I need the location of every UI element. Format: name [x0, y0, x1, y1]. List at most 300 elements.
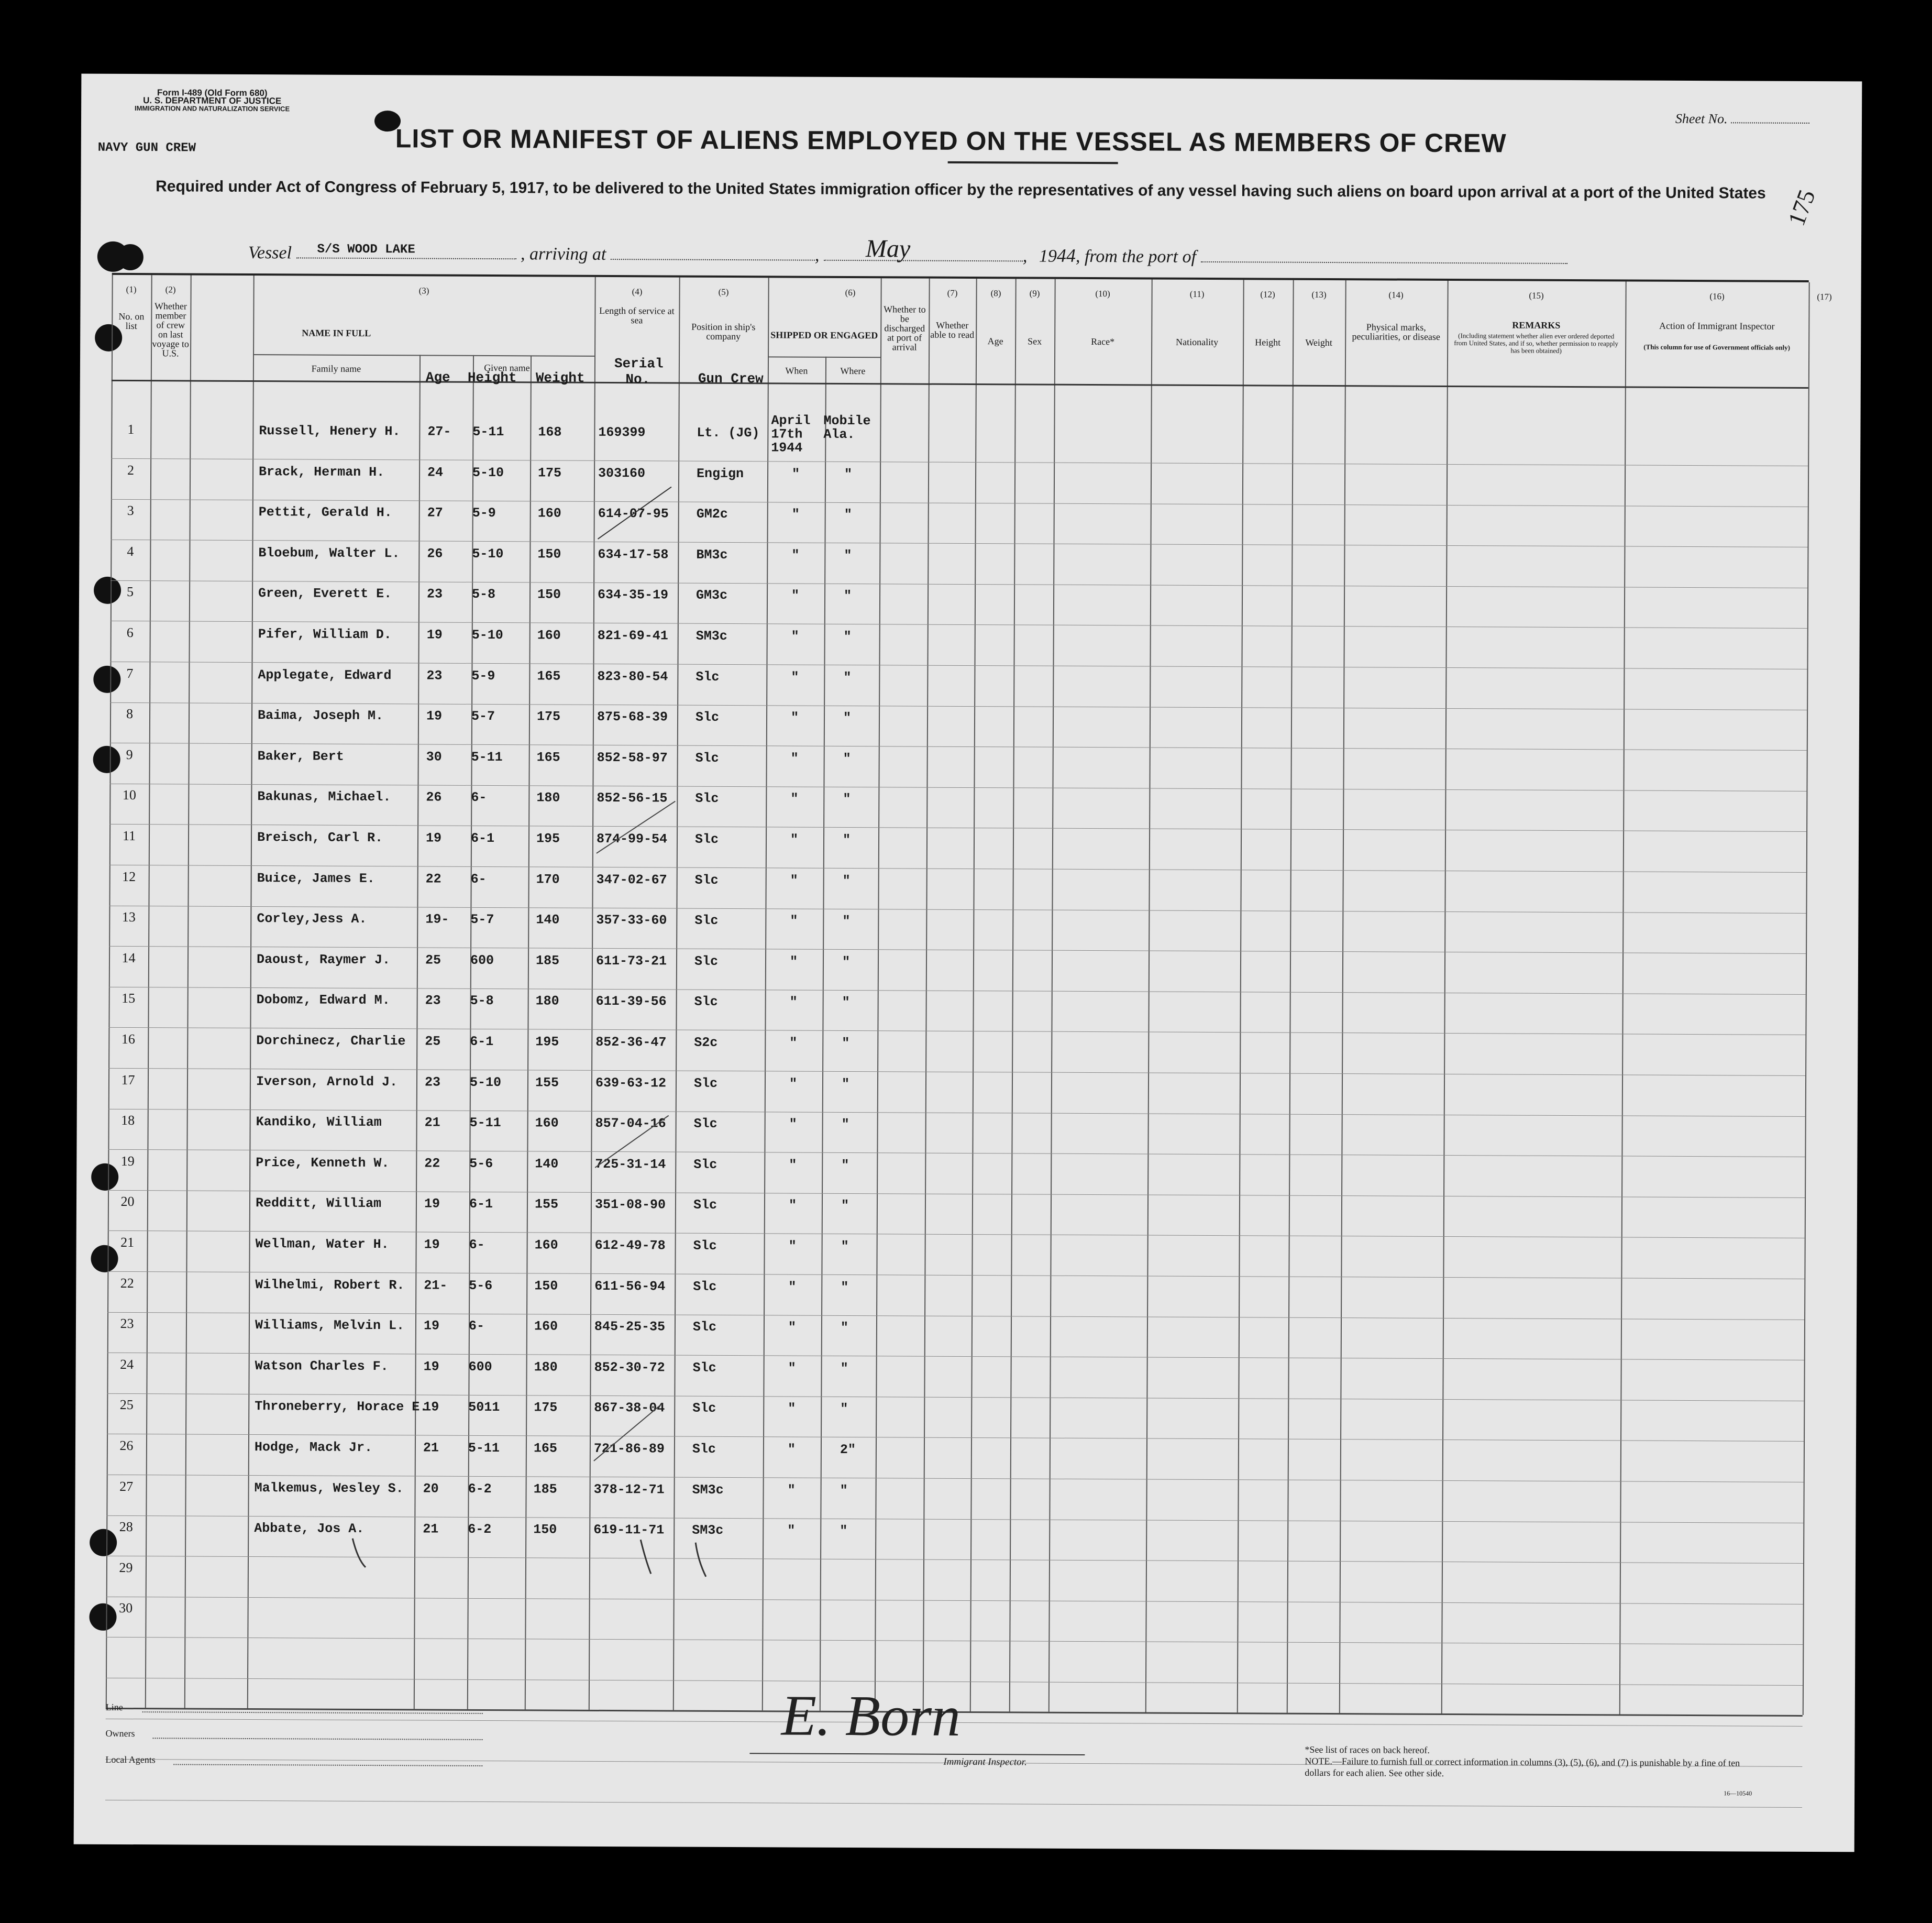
col-head-able-read: Whether able to read [930, 320, 975, 340]
crew-position: Slc [692, 1360, 716, 1376]
col-num-14: (14) [1388, 290, 1404, 300]
year-suffix: 44 [1056, 245, 1076, 266]
typed-head-gun-crew: Gun Crew [698, 370, 764, 387]
crew-shipped-where: " [840, 1482, 848, 1498]
sheet-no-label: Sheet No. [1675, 111, 1728, 127]
crew-serial: 852-56-15 [597, 790, 668, 806]
crew-shipped-when: " [788, 1401, 796, 1416]
crew-shipped-where: " [843, 792, 851, 807]
crew-name: Price, Kenneth W. [256, 1155, 390, 1171]
row-number: 27 [119, 1478, 134, 1494]
row-number: 13 [122, 909, 136, 925]
row-number: 22 [120, 1275, 134, 1291]
page-subtitle: Required under Act of Congress of February 5, 1917, to be delivered to the United States immigration officer by the representatives of any vessel having such aliens on board upon arrival at a port of the United States [156, 178, 1766, 202]
crew-weight: 160 [534, 1237, 558, 1253]
crew-name: Baima, Joseph M. [257, 708, 384, 724]
crew-serial: 852-58-97 [597, 750, 668, 766]
col-num-9: (9) [1029, 288, 1040, 299]
crew-weight: 155 [534, 1196, 559, 1212]
crew-age: 24 [427, 465, 444, 480]
crew-weight: 160 [534, 1318, 558, 1334]
crew-height: 6- [468, 1318, 485, 1334]
crew-height: 5-9 [471, 668, 495, 684]
crew-age: 19 [424, 1237, 440, 1252]
crew-height: 6- [469, 1237, 485, 1252]
vessel-line: Vessel S/S WOOD LAKE , arriving at , May , 1944, from the port of [128, 240, 1788, 270]
service-name: IMMIGRATION AND NATURALIZATION SERVICE [135, 104, 290, 113]
col-head-family-name: Family name [311, 363, 361, 374]
crew-height: 5-6 [469, 1278, 493, 1293]
crew-name: Malkemus, Wesley S. [254, 1480, 404, 1496]
col-head-given-name: Given name [484, 362, 530, 373]
crew-shipped-where: " [840, 1523, 848, 1539]
crew-position: Slc [692, 1319, 717, 1335]
inspector-label: Immigrant Inspector. [943, 1756, 1027, 1768]
crew-serial: 857-04-16 [595, 1116, 666, 1131]
crew-height: 5-7 [470, 912, 494, 928]
crew-name: Pettit, Gerald H. [258, 504, 392, 521]
col-num-8: (8) [990, 288, 1001, 299]
crew-age: 23 [426, 586, 443, 602]
col-num-13: (13) [1311, 289, 1327, 300]
race-note: *See list of races on back hereof. [1305, 1744, 1430, 1755]
col-head-position: Position in ship's company [691, 321, 756, 342]
form-number-block [123, 89, 301, 113]
crew-serial: 721-86-89 [593, 1441, 665, 1457]
crew-age: 30 [426, 749, 442, 765]
crew-name: Russell, Henery H. [259, 423, 401, 439]
col-head-action-note: (This column for use of Government officials only) [1643, 343, 1790, 351]
col-head-race: Race* [1091, 336, 1115, 347]
col-head-remarks: REMARKS [1512, 320, 1561, 331]
row-number: 18 [121, 1113, 135, 1128]
owners-label: Owners [105, 1728, 135, 1739]
crew-shipped-where: " [842, 914, 851, 929]
crew-shipped-when: " [790, 913, 798, 929]
col-num-4: (4) [632, 287, 643, 297]
col-num-11: (11) [1189, 289, 1205, 299]
crew-weight: 185 [535, 953, 560, 969]
col-head-where: Where [840, 365, 866, 377]
row-number: 1 [127, 421, 135, 437]
crew-age: 25 [425, 1034, 441, 1049]
crew-height: 5-8 [470, 993, 494, 1009]
row-number: 29 [119, 1559, 133, 1575]
arrival-month-field [824, 235, 1023, 263]
crew-shipped-where: " [840, 1320, 849, 1336]
crew-name: Watson Charles F. [255, 1358, 389, 1374]
crew-shipped-when: " [791, 669, 799, 685]
crew-name: Throneberry, Horace E. [255, 1399, 428, 1415]
crew-age: 19 [425, 830, 442, 846]
crew-shipped-when: " [787, 1523, 796, 1539]
crew-weight: 175 [538, 465, 562, 481]
crew-weight: 160 [537, 506, 561, 521]
crew-shipped-where: " [843, 629, 852, 645]
crew-shipped-where: " [842, 954, 851, 970]
crew-age: 23 [425, 993, 441, 1009]
crew-position: GM3c [695, 588, 728, 603]
crew-serial: 852-30-72 [594, 1359, 665, 1376]
col-head-nationality: Nationality [1176, 336, 1219, 348]
col-head-when: When [785, 365, 808, 376]
crew-height: 5-8 [471, 587, 496, 602]
row-number: 21 [120, 1234, 135, 1250]
crew-name: Bakunas, Michael. [257, 789, 391, 805]
crew-serial: 874-99-54 [596, 831, 668, 847]
crew-serial: 611-73-21 [595, 953, 667, 969]
crew-weight: 175 [534, 1400, 558, 1415]
crew-name: Wellman, Water H. [255, 1236, 389, 1252]
crew-height: 5-6 [469, 1156, 493, 1171]
crew-serial: 614-07-95 [598, 506, 669, 522]
crew-height: 6- [471, 790, 487, 806]
crew-name: Baker, Bert [257, 748, 344, 764]
col-num-2: (2) [165, 284, 176, 295]
crew-name: Corley,Jess A. [257, 911, 367, 927]
crew-name: Wilhelmi, Robert R. [255, 1277, 405, 1293]
crew-position: Slc [693, 1279, 717, 1294]
crew-name: Daoust, Raymer J. [256, 951, 391, 968]
row-number: 16 [121, 1031, 135, 1047]
crew-position: SM3c [692, 1482, 724, 1498]
crew-shipped-when: " [787, 1482, 796, 1498]
crew-serial: 347-02-67 [596, 872, 667, 888]
typed-head-age: Age [425, 369, 450, 386]
year-prefix: 19 [1039, 246, 1057, 266]
crew-name: Iverson, Arnold J. [256, 1073, 398, 1090]
crew-name: Applegate, Edward [258, 667, 392, 683]
crew-shipped-where: " [840, 1360, 848, 1376]
crew-age: 20 [423, 1481, 439, 1497]
crew-serial: 169399 [598, 424, 646, 441]
crew-age: 19- [425, 911, 449, 927]
crew-height: 5-10 [469, 1074, 502, 1090]
crew-shipped-where: " [843, 751, 851, 766]
crew-shipped-when: " [789, 1035, 798, 1051]
owners-field [153, 1738, 483, 1740]
form-code: 16—10540 [1724, 1789, 1752, 1797]
crew-position: Slc [695, 750, 719, 766]
inspector-signature: E. Born [781, 1683, 961, 1748]
crew-height: 5-11 [468, 1440, 500, 1456]
crew-shipped-when: " [791, 507, 800, 522]
crew-position: Slc [693, 1197, 717, 1213]
page-title: LIST OR MANIFEST OF ALIENS EMPLOYED ON THE VESSEL AS MEMBERS OF CREW [395, 124, 1507, 158]
crew-position: Slc [692, 1401, 716, 1416]
crew-position: Slc [694, 831, 719, 847]
crew-serial: 634-17-58 [598, 546, 669, 563]
crew-shipped-when: " [788, 1360, 796, 1376]
col-head-name: NAME IN FULL [302, 327, 371, 339]
crew-position: Slc [693, 1157, 717, 1172]
local-agents-field [173, 1764, 482, 1766]
col-head-sex: Sex [1028, 336, 1042, 347]
col-num-3: (3) [418, 285, 429, 296]
crew-weight: 168 [538, 424, 562, 440]
crew-shipped-where: " [841, 1157, 849, 1173]
crew-height: 5-10 [471, 627, 503, 643]
crew-shipped-when: " [791, 547, 800, 563]
row-number: 14 [122, 950, 136, 965]
crew-shipped-where: " [844, 547, 852, 563]
department-name: U. S. DEPARTMENT OF JUSTICE [143, 95, 282, 106]
crew-age: 22 [424, 1156, 440, 1171]
crew-serial: 634-35-19 [597, 587, 669, 603]
crew-name: Dobomz, Edward M. [256, 992, 390, 1008]
crew-shipped-where: " [844, 466, 853, 482]
crew-weight: 195 [536, 831, 560, 847]
crew-height: 5-7 [471, 709, 495, 724]
crew-weight: 175 [536, 709, 561, 724]
row-number: 19 [120, 1153, 135, 1169]
col-num-12: (12) [1260, 289, 1275, 300]
crew-age: 27- [427, 424, 451, 439]
crew-position: BM3c [696, 547, 728, 563]
crew-age: 21 [423, 1521, 439, 1537]
typed-head-height: Height [467, 369, 517, 386]
row-number: 28 [119, 1519, 133, 1535]
crew-shipped-where: Mobile Ala. [823, 413, 871, 443]
arrival-port-field [611, 244, 815, 261]
crew-position: Slc [693, 1116, 717, 1132]
crew-position: S2c [694, 1035, 718, 1050]
crew-shipped-where: " [844, 507, 852, 523]
crew-weight: 140 [536, 912, 560, 928]
row-number: 23 [120, 1316, 134, 1332]
crew-position: Slc [695, 669, 720, 685]
crew-height: 5-10 [472, 546, 504, 562]
row-number: 2 [127, 462, 135, 478]
crew-weight: 150 [537, 587, 561, 602]
col-num-6: (6) [845, 287, 856, 298]
crew-position: Slc [694, 872, 719, 888]
crew-weight: 180 [536, 790, 560, 806]
crew-shipped-where: " [842, 832, 851, 848]
vessel-name-field [296, 243, 516, 259]
crew-serial: 867-38-04 [594, 1400, 665, 1416]
crew-serial: 351-08-90 [594, 1197, 666, 1213]
crew-name: Kandiko, William [256, 1114, 382, 1130]
crew-age: 23 [426, 668, 443, 684]
crew-shipped-when: " [789, 1116, 797, 1132]
crew-shipped-when: " [790, 791, 799, 807]
row-number: 3 [127, 503, 134, 519]
crew-height: 600 [470, 952, 494, 968]
crew-position: Slc [692, 1441, 716, 1457]
crew-age: 26 [426, 789, 442, 806]
crew-weight: 150 [534, 1278, 558, 1294]
row-number: 26 [119, 1437, 134, 1454]
crew-weight: 140 [535, 1156, 559, 1172]
navy-gun-crew-label: NAVY GUN CREW [97, 140, 196, 156]
crew-weight: 180 [535, 993, 559, 1009]
crew-shipped-when: " [790, 873, 798, 888]
crew-weight: 165 [533, 1441, 558, 1456]
vessel-label: Vessel [248, 243, 292, 263]
crew-height: 6-2 [468, 1481, 492, 1497]
crew-age: 19 [423, 1359, 439, 1375]
crew-shipped-when: " [789, 1076, 798, 1092]
row-number: 7 [126, 665, 134, 681]
row-number: 5 [127, 584, 134, 600]
row-number: 9 [126, 746, 133, 762]
crew-age: 21 [423, 1440, 439, 1456]
arriving-label: , arriving at [520, 244, 606, 264]
crew-name: Bloebum, Walter L. [258, 545, 400, 562]
crew-serial: 378-12-71 [593, 1481, 665, 1498]
crew-serial: 357-33-60 [596, 913, 667, 928]
crew-age: 27 [427, 505, 443, 521]
crew-height: 5011 [468, 1400, 500, 1415]
row-number: 24 [120, 1356, 134, 1372]
col-head-action: Action of Immigrant Inspector [1659, 320, 1775, 332]
crew-name: Breisch, Carl R. [257, 830, 383, 846]
crew-serial: 845-25-35 [594, 1319, 666, 1335]
col-head-shipped: SHIPPED OR ENGAGED [770, 329, 878, 341]
crew-position: Slc [694, 994, 718, 1010]
crew-shipped-when: " [790, 751, 799, 766]
row-number: 4 [127, 543, 134, 559]
col-head-physical-marks: Physical marks, peculiarities, or disease [1352, 322, 1440, 342]
crew-position: GM2c [696, 506, 728, 522]
col-num-16: (16) [1709, 291, 1725, 302]
crew-height: 5-11 [471, 749, 503, 765]
crew-height: 6-2 [468, 1522, 492, 1537]
crew-height: 5-11 [469, 1115, 501, 1131]
crew-weight: 160 [537, 628, 561, 643]
crew-serial: 823-80-54 [597, 668, 668, 685]
row-rule [105, 1800, 1802, 1808]
crew-serial: 821-69-41 [597, 628, 668, 644]
crew-name: Hodge, Mack Jr. [254, 1439, 373, 1456]
crew-name: Brack, Herman H. [259, 464, 385, 480]
departure-port-field [1200, 247, 1567, 264]
col-head-no: No. on list [118, 311, 145, 332]
crew-shipped-where: 2" [840, 1442, 856, 1458]
crew-position: Lt. (JG) [697, 425, 760, 441]
crew-shipped-when: " [789, 1157, 797, 1173]
col-num-10: (10) [1095, 289, 1110, 299]
crew-shipped-when: " [790, 710, 799, 726]
crew-position: Slc [694, 953, 719, 969]
crew-position: Slc [695, 709, 720, 726]
row-number: 20 [120, 1194, 135, 1210]
row-number: 8 [126, 706, 134, 722]
col-num-1: (1) [126, 284, 137, 295]
col-head-remarks-note: (Including statement whether alien ever ordered deported from United States, and if so, whether permission to reapply has been obtained) [1454, 332, 1619, 355]
row-number: 11 [122, 828, 136, 844]
form-number: Form I-489 (Old Form 680) [157, 87, 268, 98]
crew-name: Green, Everett E. [258, 586, 392, 602]
title-underline [948, 161, 1118, 164]
crew-shipped-when: " [788, 1279, 797, 1295]
row-number: 30 [119, 1600, 133, 1616]
handwritten-sheet-number: 175 [1782, 186, 1820, 229]
crew-serial: 611-56-94 [594, 1278, 666, 1294]
typed-head-serial: Serial No. [614, 356, 664, 388]
crew-weight: 165 [537, 668, 561, 684]
crew-name: Abbate, Jos A. [254, 1521, 365, 1537]
crew-serial: 619-11-71 [593, 1522, 665, 1538]
crew-shipped-when: " [789, 994, 798, 1010]
crew-shipped-where: " [842, 873, 851, 888]
crew-height: 6- [470, 871, 487, 887]
col-head-member: Whether member of crew on last voyage to U.S. [152, 301, 189, 359]
crew-age: 19 [426, 627, 443, 643]
crew-position: SM3c [692, 1522, 724, 1539]
col-head-length-service: Length of service at sea [599, 305, 675, 326]
crew-shipped-when: April 17th 1944 [771, 413, 811, 456]
sheet-number [1675, 111, 1809, 127]
crew-shipped-when: " [787, 1442, 796, 1457]
row-number: 10 [122, 787, 136, 803]
row-number: 15 [122, 991, 136, 1006]
col-num-15: (15) [1529, 290, 1544, 301]
crew-height: 6-1 [470, 830, 495, 847]
crew-age: 23 [424, 1074, 441, 1090]
crew-weight: 185 [533, 1481, 557, 1497]
crew-height: 6-1 [470, 1034, 494, 1050]
check-marks [106, 275, 1809, 1715]
crew-shipped-where: " [841, 1198, 849, 1214]
crew-name: Redditt, William [255, 1195, 382, 1212]
vessel-name: S/S WOOD LAKE [317, 242, 415, 257]
crew-height: 5-10 [472, 465, 504, 480]
crew-shipped-where: " [841, 1238, 849, 1255]
crew-name: Pifer, William D. [258, 627, 392, 643]
crew-shipped-where: " [843, 669, 852, 685]
crew-name: Buice, James E. [257, 870, 375, 886]
row-number: 12 [122, 869, 136, 884]
crew-shipped-where: " [843, 710, 852, 726]
signature-line [749, 1753, 1085, 1755]
crew-position: SM3c [695, 628, 727, 644]
col-head-age: Age [987, 336, 1003, 347]
crew-name: Williams, Melvin L. [255, 1317, 405, 1334]
col-head-discharged: Whether to be discharged at port of arrival [884, 304, 926, 353]
col-num-7: (7) [947, 288, 958, 298]
from-port-label: , from the port of [1075, 246, 1197, 267]
crew-serial: 875-68-39 [597, 709, 668, 725]
crew-shipped-where: " [843, 588, 852, 604]
crew-height: 5-9 [472, 506, 496, 521]
crew-weight: 150 [533, 1522, 557, 1537]
crew-serial: 611-39-56 [595, 994, 667, 1009]
crew-height: 600 [468, 1359, 492, 1375]
crew-serial: 852-36-47 [595, 1034, 667, 1050]
row-number: 6 [126, 624, 134, 641]
crew-weight: 195 [535, 1034, 559, 1050]
crew-position: Slc [693, 1075, 718, 1091]
line-field [142, 1711, 483, 1714]
crew-weight: 180 [534, 1359, 558, 1375]
row-number: 17 [121, 1072, 135, 1087]
crew-weight: 170 [536, 871, 560, 887]
crew-age: 21 [424, 1115, 440, 1130]
crew-age: 19 [424, 1196, 440, 1212]
col-head-weight: Weight [1305, 337, 1332, 348]
crew-shipped-where: " [841, 1076, 850, 1092]
crew-serial: 725-31-14 [595, 1156, 666, 1172]
penalty-note: NOTE.—Failure to furnish full or correct information in columns (3), (5), (6), and (7) is punishable by a fine of ten dollars for each alien. See other side. [1305, 1755, 1740, 1778]
crew-height: 5-11 [472, 424, 504, 440]
crew-age: 19 [423, 1399, 439, 1415]
crew-position: Slc [694, 913, 719, 929]
row-number: 25 [119, 1397, 134, 1413]
crew-weight: 160 [535, 1115, 559, 1131]
col-num-5: (5) [718, 287, 729, 297]
